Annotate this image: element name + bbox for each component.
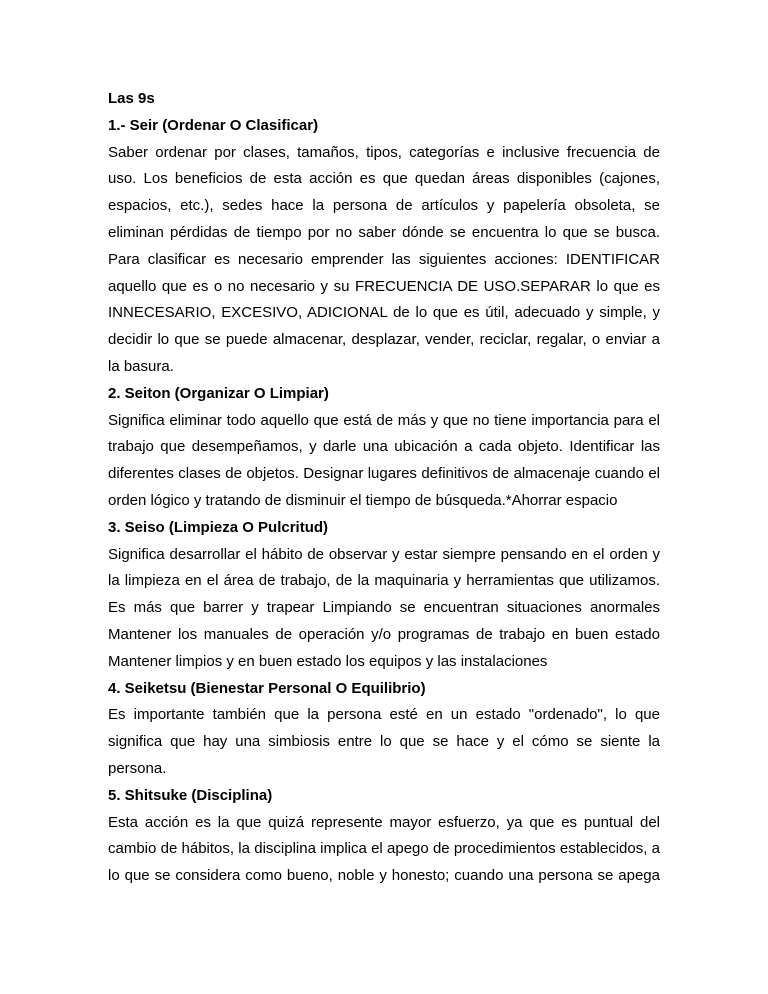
paragraph-line: trabajo que desempeñamos, y darle una ubicación a cada objeto. Identificar las [108, 438, 660, 456]
paragraph-line: uso. Los beneficios de esta acción es que quedan áreas disponibles (cajones, [108, 170, 660, 188]
paragraph-line: Es importante también que la persona esté en un estado "ordenado", lo que [108, 706, 660, 724]
section-heading: 4. Seiketsu (Bienestar Personal O Equilibrio) [108, 679, 426, 697]
section-seiketsu [108, 676, 660, 783]
paragraph-line: Es más que barrer y trapear Limpiando se encuentran situaciones anormales [108, 599, 660, 617]
document-page [108, 86, 660, 890]
paragraph-line: la basura. [108, 357, 174, 375]
paragraph-line: espacios, etc.), sedes hace la persona de artículos y papelería obsoleta, se [108, 197, 660, 215]
paragraph-line: persona. [108, 759, 167, 777]
paragraph-line: orden lógico y tratando de disminuir el tiempo de búsqueda.*Ahorrar espacio [108, 491, 618, 509]
section-heading: 5. Shitsuke (Disciplina) [108, 786, 273, 804]
section-seiton [108, 381, 660, 515]
paragraph-line: eliminan pérdidas de tiempo por no saber dónde se encuentra lo que se busca. [108, 223, 660, 241]
paragraph-line: Significa desarrollar el hábito de observar y estar siempre pensando en el orden y [108, 545, 660, 563]
section-shitsuke [108, 783, 660, 890]
paragraph-line: diferentes clases de objetos. Designar lugares definitivos de almacenaje cuando el [108, 465, 660, 483]
paragraph-line: INNECESARIO, EXCESIVO, ADICIONAL de lo que es útil, adecuado y simple, y [108, 304, 660, 322]
section-seiso [108, 515, 660, 676]
document-title: Las 9s [108, 90, 155, 107]
paragraph-line: aquello que es o no necesario y su FRECUENCIA DE USO.SEPARAR lo que es [108, 277, 660, 295]
paragraph-line: Significa eliminar todo aquello que está de más y que no tiene importancia para el [108, 411, 660, 429]
paragraph-line: Mantener los manuales de operación y/o programas de trabajo en buen estado [108, 625, 660, 643]
paragraph-line: Para clasificar es necesario emprender las siguientes acciones: IDENTIFICAR [108, 250, 660, 268]
paragraph-line: significa que hay una simbiosis entre lo que se hace y el cómo se siente la [108, 733, 660, 751]
section-heading: 3. Seiso (Limpieza O Pulcritud) [108, 518, 329, 536]
paragraph-line: cambio de hábitos, la disciplina implica el apego de procedimientos establecidos, a [108, 840, 660, 858]
paragraph-line: lo que se considera como bueno, noble y honesto; cuando una persona se apega [108, 867, 660, 885]
section-heading: 1.- Seir (Ordenar O Clasificar) [108, 116, 319, 134]
paragraph-line: Esta acción es la que quizá represente mayor esfuerzo, ya que es puntual del [108, 813, 660, 831]
section-heading: 2. Seiton (Organizar O Limpiar) [108, 384, 329, 402]
paragraph-line: decidir lo que se puede almacenar, desplazar, vender, reciclar, regalar, o enviar a [108, 331, 660, 349]
paragraph-line: la limpieza en el área de trabajo, de la maquinaria y herramientas que utilizamos. [108, 572, 660, 590]
section-seir [108, 113, 660, 381]
paragraph-line: Mantener limpios y en buen estado los equipos y las instalaciones [108, 652, 548, 670]
paragraph-line: Saber ordenar por clases, tamaños, tipos, categorías e inclusive frecuencia de [108, 143, 660, 161]
